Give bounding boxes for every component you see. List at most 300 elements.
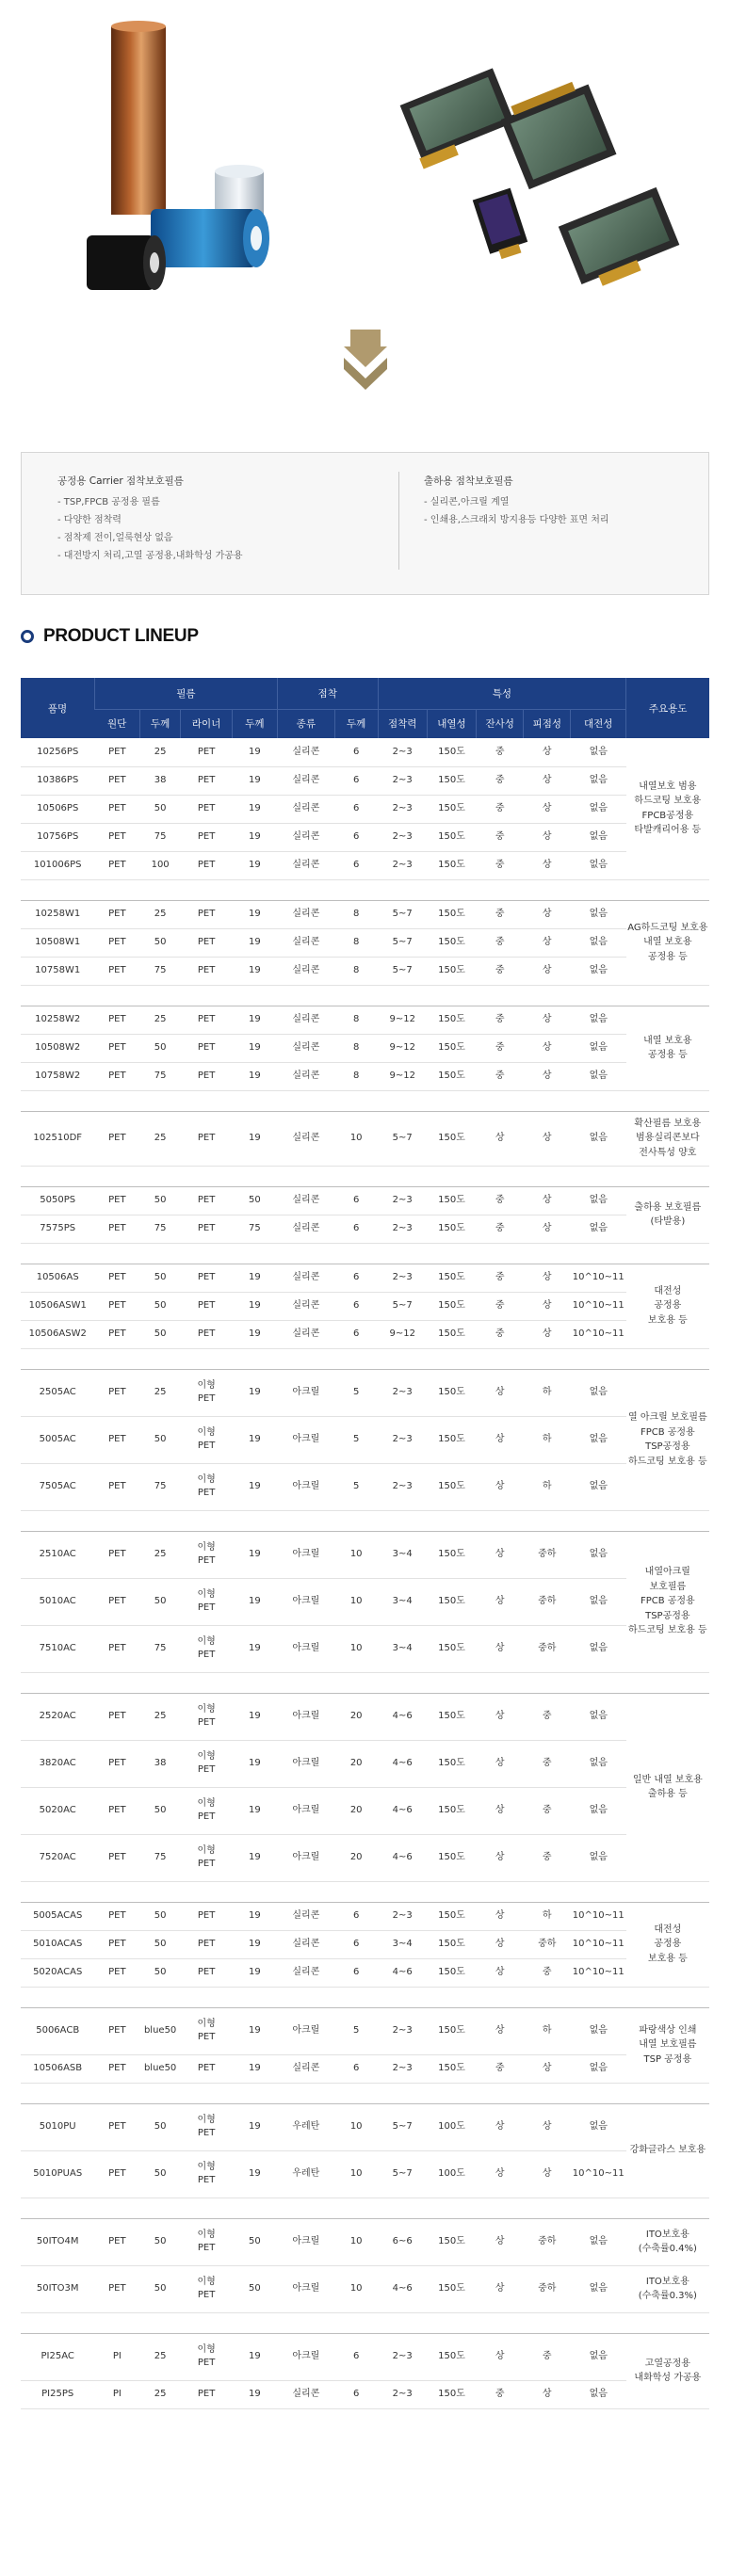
cell-adhesive-type: 아크릴 xyxy=(277,1693,334,1740)
cell-adhesive-type: 실리콘 xyxy=(277,1215,334,1243)
cell-liner-thickness: 19 xyxy=(232,795,277,823)
cell-film-thickness: 75 xyxy=(139,957,181,985)
cell-adhesive-thickness: 6 xyxy=(334,823,378,851)
cell-liner-thickness: 19 xyxy=(232,1693,277,1740)
cell-liner: 이형 PET xyxy=(181,1369,232,1416)
cell-liner-thickness: 19 xyxy=(232,823,277,851)
cell-adhesive-thickness: 5 xyxy=(334,1463,378,1510)
cell-adhesive-thickness: 10 xyxy=(334,1111,378,1166)
group-separator-cell xyxy=(21,1348,709,1369)
cell-heat-resistance: 150도 xyxy=(427,1369,476,1416)
cell-adhesion: 4~6 xyxy=(378,1693,427,1740)
cell-adhesive-thickness: 6 xyxy=(334,1320,378,1348)
cell-heat-resistance: 150도 xyxy=(427,900,476,928)
cell-residue: 중 xyxy=(477,1186,524,1215)
cell-adhesion: 5~7 xyxy=(378,1111,427,1166)
cell-adhesive-type: 실리콘 xyxy=(277,2380,334,2408)
cell-liner: PET xyxy=(181,2054,232,2083)
cell-heat-resistance: 150도 xyxy=(427,1787,476,1834)
info-list-item: - 점착제 전이,얼룩현상 없음 xyxy=(57,533,173,543)
cell-adhesive-thickness: 8 xyxy=(334,900,378,928)
cell-adhesion: 3~4 xyxy=(378,1578,427,1625)
cell-residue: 상 xyxy=(477,1578,524,1625)
cell-peel: 상 xyxy=(524,2103,571,2150)
cell-film-thickness: 75 xyxy=(139,1215,181,1243)
cell-liner-thickness: 19 xyxy=(232,2054,277,2083)
cell-liner-thickness: 50 xyxy=(232,1186,277,1215)
cell-liner: PET xyxy=(181,823,232,851)
table-row xyxy=(21,1292,709,1320)
group-separator-cell xyxy=(21,985,709,1006)
header-sub: 원단 xyxy=(94,709,139,738)
cell-antistatic: 없음 xyxy=(571,1215,626,1243)
lcd-modules-image xyxy=(398,68,683,293)
cell-film-base: PET xyxy=(94,1902,139,1930)
cell-adhesive-type: 아크릴 xyxy=(277,1740,334,1787)
cell-heat-resistance: 150도 xyxy=(427,1416,476,1463)
header-sub: 종류 xyxy=(277,709,334,738)
cell-liner-thickness: 19 xyxy=(232,2333,277,2380)
cell-adhesion: 5~7 xyxy=(378,2103,427,2150)
cell-adhesive-thickness: 6 xyxy=(334,1292,378,1320)
cell-peel: 상 xyxy=(524,900,571,928)
cell-adhesion: 9~12 xyxy=(378,1062,427,1090)
cell-adhesion: 4~6 xyxy=(378,1740,427,1787)
cell-film-base: PET xyxy=(94,1531,139,1578)
cell-film-thickness: 25 xyxy=(139,1006,181,1034)
cell-film-base: PET xyxy=(94,851,139,879)
cell-film-thickness: 100 xyxy=(139,851,181,879)
group-separator-cell xyxy=(21,1987,709,2007)
cell-heat-resistance: 150도 xyxy=(427,957,476,985)
cell-liner: 이형 PET xyxy=(181,2150,232,2198)
cell-product-name: PI25PS xyxy=(21,2380,94,2408)
cell-liner-thickness: 19 xyxy=(232,1292,277,1320)
cell-heat-resistance: 150도 xyxy=(427,1578,476,1625)
cell-product-name: 5010AC xyxy=(21,1578,94,1625)
cell-peel: 중하 xyxy=(524,1625,571,1672)
cell-film-base: PET xyxy=(94,2054,139,2083)
cell-heat-resistance: 150도 xyxy=(427,766,476,795)
cell-film-thickness: 50 xyxy=(139,1264,181,1292)
cell-usage: 대전성 공정용 보호용 등 xyxy=(626,1264,709,1348)
cell-heat-resistance: 150도 xyxy=(427,1320,476,1348)
cell-antistatic: 없음 xyxy=(571,1416,626,1463)
cell-residue: 상 xyxy=(477,1693,524,1740)
cell-liner-thickness: 19 xyxy=(232,1034,277,1062)
cell-liner-thickness: 50 xyxy=(232,2265,277,2312)
info-box xyxy=(21,452,709,595)
header-sub: 두께 xyxy=(139,709,181,738)
cell-peel: 상 xyxy=(524,823,571,851)
cell-residue: 중 xyxy=(477,1264,524,1292)
cell-adhesion: 5~7 xyxy=(378,1292,427,1320)
cell-adhesive-type: 실리콘 xyxy=(277,851,334,879)
cell-adhesive-type: 우레탄 xyxy=(277,2150,334,2198)
cell-film-base: PI xyxy=(94,2333,139,2380)
cell-film-thickness: 50 xyxy=(139,1034,181,1062)
cell-liner: PET xyxy=(181,928,232,957)
cell-film-base: PET xyxy=(94,1292,139,1320)
cell-adhesive-thickness: 8 xyxy=(334,1006,378,1034)
header-product: 품명 xyxy=(21,678,94,738)
cell-liner: 이형 PET xyxy=(181,1787,232,1834)
cell-adhesive-type: 아크릴 xyxy=(277,1787,334,1834)
cell-film-thickness: 25 xyxy=(139,1693,181,1740)
cell-heat-resistance: 100도 xyxy=(427,2103,476,2150)
cell-film-base: PET xyxy=(94,928,139,957)
cell-film-base: PET xyxy=(94,1787,139,1834)
cell-adhesion: 2~3 xyxy=(378,2054,427,2083)
cell-liner: 이형 PET xyxy=(181,1463,232,1510)
info-right-list xyxy=(424,493,690,529)
cell-adhesive-thickness: 8 xyxy=(334,1062,378,1090)
info-right-column xyxy=(398,472,690,570)
cell-film-base: PET xyxy=(94,2103,139,2150)
cell-adhesion: 2~3 xyxy=(378,795,427,823)
table-row xyxy=(21,1320,709,1348)
cell-residue: 상 xyxy=(477,1111,524,1166)
cell-liner-thickness: 19 xyxy=(232,900,277,928)
table-row xyxy=(21,1625,709,1672)
cell-adhesion: 2~3 xyxy=(378,2007,427,2054)
cell-antistatic: 없음 xyxy=(571,2103,626,2150)
cell-film-base: PET xyxy=(94,1264,139,1292)
cell-peel: 상 xyxy=(524,1215,571,1243)
cell-film-thickness: blue50 xyxy=(139,2054,181,2083)
cell-adhesive-type: 아크릴 xyxy=(277,2333,334,2380)
cell-peel: 상 xyxy=(524,1186,571,1215)
table-row xyxy=(21,1902,709,1930)
cell-adhesive-type: 아크릴 xyxy=(277,1578,334,1625)
cell-adhesive-thickness: 5 xyxy=(334,1369,378,1416)
table-row xyxy=(21,2007,709,2054)
cell-adhesive-thickness: 10 xyxy=(334,1531,378,1578)
cell-heat-resistance: 150도 xyxy=(427,738,476,766)
table-row xyxy=(21,928,709,957)
cell-residue: 중 xyxy=(477,1292,524,1320)
cell-adhesion: 5~7 xyxy=(378,900,427,928)
group-separator xyxy=(21,1510,709,1531)
cell-peel: 중하 xyxy=(524,1531,571,1578)
cell-residue: 중 xyxy=(477,823,524,851)
cell-film-base: PET xyxy=(94,1740,139,1787)
cell-antistatic: 없음 xyxy=(571,1369,626,1416)
cell-antistatic: 없음 xyxy=(571,1006,626,1034)
cell-liner: PET xyxy=(181,957,232,985)
cell-product-name: 10506AS xyxy=(21,1264,94,1292)
table-row xyxy=(21,738,709,766)
header-sub: 피점성 xyxy=(524,709,571,738)
cell-film-thickness: 25 xyxy=(139,2333,181,2380)
cell-heat-resistance: 150도 xyxy=(427,2007,476,2054)
table-row xyxy=(21,1463,709,1510)
group-separator xyxy=(21,1881,709,1902)
cell-adhesive-type: 아크릴 xyxy=(277,1416,334,1463)
cell-heat-resistance: 150도 xyxy=(427,1902,476,1930)
cell-antistatic: 없음 xyxy=(571,1693,626,1740)
cell-liner-thickness: 19 xyxy=(232,2150,277,2198)
cell-adhesive-thickness: 6 xyxy=(334,1930,378,1958)
cell-usage: 대전성 공정용 보호용 등 xyxy=(626,1902,709,1987)
cell-liner-thickness: 19 xyxy=(232,1531,277,1578)
cell-liner: 이형 PET xyxy=(181,1693,232,1740)
cell-liner: 이형 PET xyxy=(181,2265,232,2312)
cell-peel: 중 xyxy=(524,1958,571,1987)
cell-liner: 이형 PET xyxy=(181,1625,232,1672)
cell-film-base: PET xyxy=(94,2265,139,2312)
cell-film-thickness: 50 xyxy=(139,1930,181,1958)
cell-film-thickness: 25 xyxy=(139,1111,181,1166)
down-arrow-icon xyxy=(344,330,387,390)
cell-residue: 중 xyxy=(477,1062,524,1090)
cell-adhesive-type: 실리콘 xyxy=(277,957,334,985)
cell-adhesive-type: 아크릴 xyxy=(277,2007,334,2054)
cell-peel: 하 xyxy=(524,1463,571,1510)
cell-product-name: 2520AC xyxy=(21,1693,94,1740)
cell-film-base: PET xyxy=(94,900,139,928)
cell-liner-thickness: 19 xyxy=(232,1062,277,1090)
cell-adhesive-type: 실리콘 xyxy=(277,1062,334,1090)
cell-product-name: 5010ACAS xyxy=(21,1930,94,1958)
table-row xyxy=(21,1215,709,1243)
cell-film-base: PET xyxy=(94,1958,139,1987)
cell-film-base: PI xyxy=(94,2380,139,2408)
cell-film-base: PET xyxy=(94,1369,139,1416)
cell-film-base: PET xyxy=(94,738,139,766)
group-separator xyxy=(21,1987,709,2007)
group-separator-cell xyxy=(21,1090,709,1111)
cell-adhesion: 4~6 xyxy=(378,2265,427,2312)
header-sub: 내열성 xyxy=(427,709,476,738)
cell-adhesive-type: 실리콘 xyxy=(277,795,334,823)
cell-residue: 상 xyxy=(477,2007,524,2054)
cell-liner: PET xyxy=(181,1902,232,1930)
cell-adhesive-type: 아크릴 xyxy=(277,2265,334,2312)
cell-liner: PET xyxy=(181,1111,232,1166)
cell-adhesion: 2~3 xyxy=(378,823,427,851)
group-separator-cell xyxy=(21,2083,709,2103)
cell-adhesion: 4~6 xyxy=(378,1958,427,1987)
table-row xyxy=(21,1958,709,1987)
cell-product-name: 10508W1 xyxy=(21,928,94,957)
cell-film-base: PET xyxy=(94,1834,139,1881)
cell-film-thickness: 50 xyxy=(139,2218,181,2265)
cell-adhesion: 9~12 xyxy=(378,1320,427,1348)
cell-residue: 중 xyxy=(477,957,524,985)
cell-adhesion: 2~3 xyxy=(378,1369,427,1416)
cell-residue: 중 xyxy=(477,2054,524,2083)
cell-adhesive-thickness: 6 xyxy=(334,2333,378,2380)
group-separator-cell xyxy=(21,2198,709,2218)
cell-product-name: 5020ACAS xyxy=(21,1958,94,1987)
cell-antistatic: 없음 xyxy=(571,851,626,879)
cell-adhesive-type: 아크릴 xyxy=(277,1463,334,1510)
cell-adhesive-thickness: 6 xyxy=(334,851,378,879)
cell-residue: 상 xyxy=(477,1930,524,1958)
cell-residue: 중 xyxy=(477,1006,524,1034)
info-right-title: 출하용 점착보호필름 xyxy=(424,475,513,487)
cell-film-thickness: 38 xyxy=(139,766,181,795)
cell-adhesive-thickness: 10 xyxy=(334,2103,378,2150)
cell-adhesive-thickness: 6 xyxy=(334,2054,378,2083)
cell-adhesive-type: 실리콘 xyxy=(277,738,334,766)
cell-adhesive-thickness: 10 xyxy=(334,2150,378,2198)
cell-liner-thickness: 19 xyxy=(232,1369,277,1416)
cell-film-thickness: 50 xyxy=(139,1958,181,1987)
cell-antistatic: 없음 xyxy=(571,1787,626,1834)
cell-product-name: 5005ACAS xyxy=(21,1902,94,1930)
header-sub: 두께 xyxy=(334,709,378,738)
table-row xyxy=(21,1693,709,1740)
cell-liner: PET xyxy=(181,795,232,823)
cell-heat-resistance: 150도 xyxy=(427,1292,476,1320)
cell-antistatic: 없음 xyxy=(571,2218,626,2265)
cell-product-name: 10258W2 xyxy=(21,1006,94,1034)
cell-antistatic: 없음 xyxy=(571,957,626,985)
cell-antistatic: 없음 xyxy=(571,2333,626,2380)
cell-heat-resistance: 150도 xyxy=(427,1186,476,1215)
cell-adhesion: 3~4 xyxy=(378,1625,427,1672)
cell-antistatic: 없음 xyxy=(571,1740,626,1787)
cell-liner: PET xyxy=(181,738,232,766)
cell-liner-thickness: 19 xyxy=(232,1902,277,1930)
cell-liner: PET xyxy=(181,1034,232,1062)
cell-adhesive-thickness: 6 xyxy=(334,1264,378,1292)
cell-residue: 상 xyxy=(477,2333,524,2380)
cell-film-thickness: 25 xyxy=(139,1531,181,1578)
cell-film-base: PET xyxy=(94,1463,139,1510)
cell-film-thickness: 50 xyxy=(139,1787,181,1834)
cell-heat-resistance: 150도 xyxy=(427,1463,476,1510)
cell-product-name: 7510AC xyxy=(21,1625,94,1672)
cell-adhesive-thickness: 10 xyxy=(334,2218,378,2265)
cell-adhesion: 5~7 xyxy=(378,928,427,957)
cell-heat-resistance: 150도 xyxy=(427,851,476,879)
cell-adhesion: 2~3 xyxy=(378,851,427,879)
cell-residue: 중 xyxy=(477,795,524,823)
cell-film-thickness: 25 xyxy=(139,1369,181,1416)
cell-film-thickness: 38 xyxy=(139,1740,181,1787)
cell-antistatic: 10^10~11 xyxy=(571,2150,626,2198)
cell-peel: 중 xyxy=(524,1834,571,1881)
table-row xyxy=(21,1787,709,1834)
cell-adhesive-type: 실리콘 xyxy=(277,1958,334,1987)
cell-product-name: 7575PS xyxy=(21,1215,94,1243)
cell-film-base: PET xyxy=(94,766,139,795)
cell-adhesive-type: 실리콘 xyxy=(277,1006,334,1034)
header-adhesive: 점착 xyxy=(277,678,378,709)
cell-film-thickness: 50 xyxy=(139,928,181,957)
cell-heat-resistance: 150도 xyxy=(427,2380,476,2408)
cell-film-thickness: 50 xyxy=(139,1292,181,1320)
cell-residue: 중 xyxy=(477,766,524,795)
cell-film-thickness: blue50 xyxy=(139,2007,181,2054)
table-row xyxy=(21,1264,709,1292)
cell-liner-thickness: 19 xyxy=(232,2103,277,2150)
table-row xyxy=(21,900,709,928)
table-row xyxy=(21,1416,709,1463)
table-row xyxy=(21,766,709,795)
cell-residue: 중 xyxy=(477,1034,524,1062)
cell-adhesion: 9~12 xyxy=(378,1034,427,1062)
info-left-list xyxy=(57,493,359,565)
cell-heat-resistance: 150도 xyxy=(427,1215,476,1243)
cell-adhesive-thickness: 10 xyxy=(334,1625,378,1672)
cell-residue: 상 xyxy=(477,1416,524,1463)
cell-peel: 상 xyxy=(524,766,571,795)
cell-peel: 중하 xyxy=(524,1930,571,1958)
section-title-text: PRODUCT LINEUP xyxy=(43,626,199,646)
cell-film-base: PET xyxy=(94,2007,139,2054)
cell-product-name: 50ITO4M xyxy=(21,2218,94,2265)
table-row xyxy=(21,1111,709,1166)
cell-adhesion: 2~3 xyxy=(378,1463,427,1510)
cell-antistatic: 없음 xyxy=(571,823,626,851)
cell-peel: 상 xyxy=(524,928,571,957)
cell-liner-thickness: 19 xyxy=(232,1740,277,1787)
cell-film-base: PET xyxy=(94,1320,139,1348)
cell-adhesion: 3~4 xyxy=(378,1531,427,1578)
cell-peel: 중 xyxy=(524,1693,571,1740)
cell-peel: 하 xyxy=(524,1369,571,1416)
cell-antistatic: 없음 xyxy=(571,1834,626,1881)
cell-liner: PET xyxy=(181,2380,232,2408)
cell-adhesive-thickness: 20 xyxy=(334,1693,378,1740)
cell-antistatic: 10^10~11 xyxy=(571,1320,626,1348)
cell-liner: PET xyxy=(181,766,232,795)
cell-antistatic: 10^10~11 xyxy=(571,1264,626,1292)
table-row xyxy=(21,1578,709,1625)
cell-liner-thickness: 19 xyxy=(232,1578,277,1625)
cell-adhesive-type: 실리콘 xyxy=(277,928,334,957)
table-row xyxy=(21,823,709,851)
cell-residue: 상 xyxy=(477,2218,524,2265)
cell-product-name: 10386PS xyxy=(21,766,94,795)
cell-liner: PET xyxy=(181,1958,232,1987)
cell-adhesion: 9~12 xyxy=(378,1006,427,1034)
table-row xyxy=(21,851,709,879)
table-row xyxy=(21,1930,709,1958)
cell-liner: 이형 PET xyxy=(181,1578,232,1625)
cell-adhesive-type: 아크릴 xyxy=(277,1625,334,1672)
cell-residue: 중 xyxy=(477,738,524,766)
cell-peel: 상 xyxy=(524,957,571,985)
cell-product-name: 101006PS xyxy=(21,851,94,879)
cell-liner-thickness: 19 xyxy=(232,766,277,795)
header-film: 필름 xyxy=(94,678,277,709)
cell-adhesive-type: 우레탄 xyxy=(277,2103,334,2150)
cell-residue: 상 xyxy=(477,1787,524,1834)
cell-liner: PET xyxy=(181,1292,232,1320)
cell-adhesive-thickness: 10 xyxy=(334,2265,378,2312)
cell-liner: PET xyxy=(181,1264,232,1292)
cell-liner: 이형 PET xyxy=(181,2333,232,2380)
cell-liner-thickness: 19 xyxy=(232,1625,277,1672)
cell-liner-thickness: 19 xyxy=(232,1416,277,1463)
cell-adhesion: 6~6 xyxy=(378,2218,427,2265)
cell-liner: PET xyxy=(181,900,232,928)
cell-adhesive-type: 아크릴 xyxy=(277,1369,334,1416)
cell-usage: AG하드코팅 보호용 내열 보호용 공정용 등 xyxy=(626,900,709,985)
cell-liner-thickness: 19 xyxy=(232,1320,277,1348)
cell-residue: 상 xyxy=(477,1369,524,1416)
group-separator-cell xyxy=(21,1510,709,1531)
cell-peel: 상 xyxy=(524,1320,571,1348)
cell-adhesion: 2~3 xyxy=(378,1215,427,1243)
cell-liner: PET xyxy=(181,1215,232,1243)
table-row xyxy=(21,2054,709,2083)
